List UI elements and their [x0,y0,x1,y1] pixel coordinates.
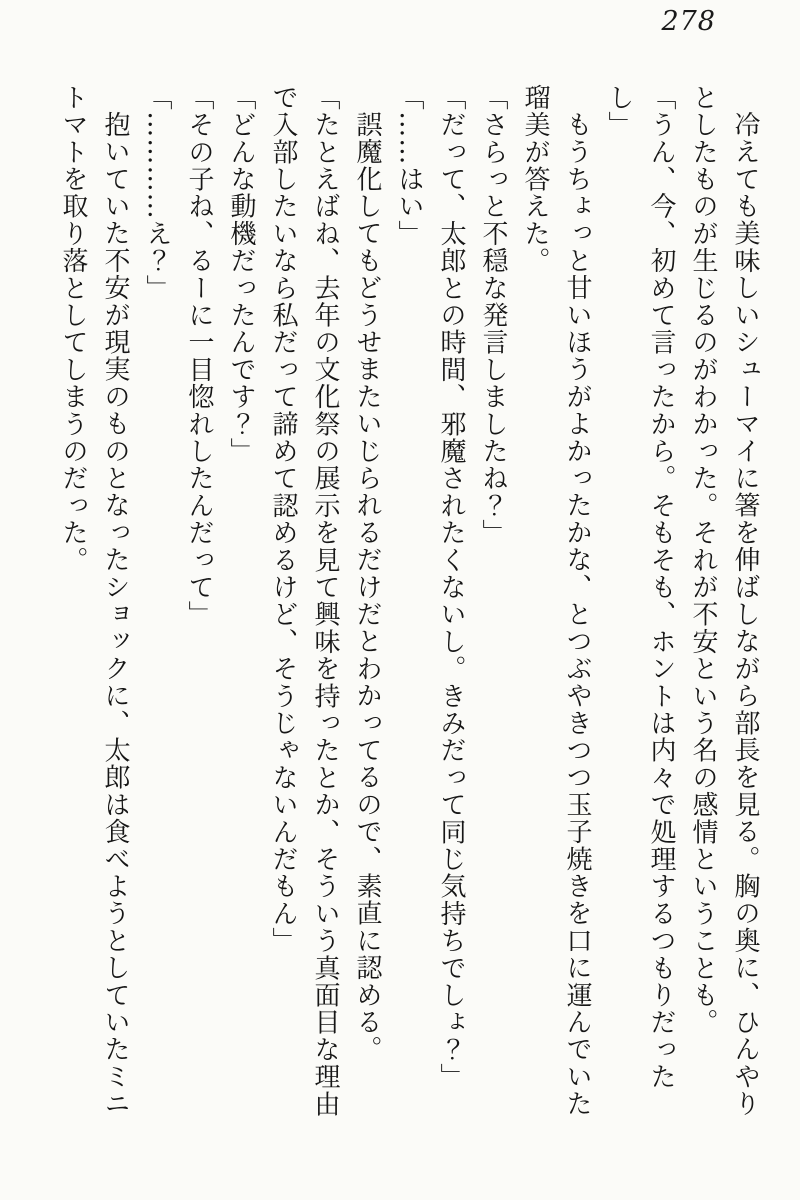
text-line: 冷えても美味しいシューマイに箸を伸ばしながら部長を見る。胸の奥に、ひんやり [730,111,760,1118]
text-line: 「たとえばね、去年の文化祭の展示を見て興味を持ったとか、そういう真面目な理由 [310,84,340,1118]
text-line: 「さらっと不穏な発言しましたね？」 [478,84,508,547]
text-line: 抱いていた不安が現実のものとなったショックに、太郎は食べようとしていたミニ [100,111,130,1118]
text-line: し」 [604,84,634,139]
vertical-text-block [52,84,766,1154]
text-line: 「……はい」 [394,84,424,248]
text-line: 「だって、太郎との時間、邪魔されたくないし。きみだって同じ気持ちでしょ？」 [436,84,466,1091]
text-line: 「その子ね、るーに一目惚れしたんだって」 [184,84,214,628]
text-line: で入部したいなら私だって諦めて認めるけど、そうじゃないんだもん」 [268,84,298,955]
text-line: もうちょっと甘いほうがよかったかな、とつぶやきつつ玉子焼きを口に運んでいた [562,111,592,1118]
text-line: 「うん、今、初めて言ったから。そもそも、ホントは内々で処理するつもりだった [646,84,676,1091]
text-line: としたものが生じるのがわかった。それが不安という名の感情ということも。 [688,84,718,1036]
text-line: 「どんな動機だったんです？」 [226,84,256,465]
page-number: 278 [661,6,716,37]
text-line: 誤魔化してもどうせまたいじられるだけだとわかってるので、素直に認める。 [352,111,382,1063]
text-line: 「…………え？」 [142,84,172,302]
text-line: トマトを取り落としてしまうのだった。 [58,84,88,574]
text-line: 瑠美が答えた。 [520,84,550,275]
